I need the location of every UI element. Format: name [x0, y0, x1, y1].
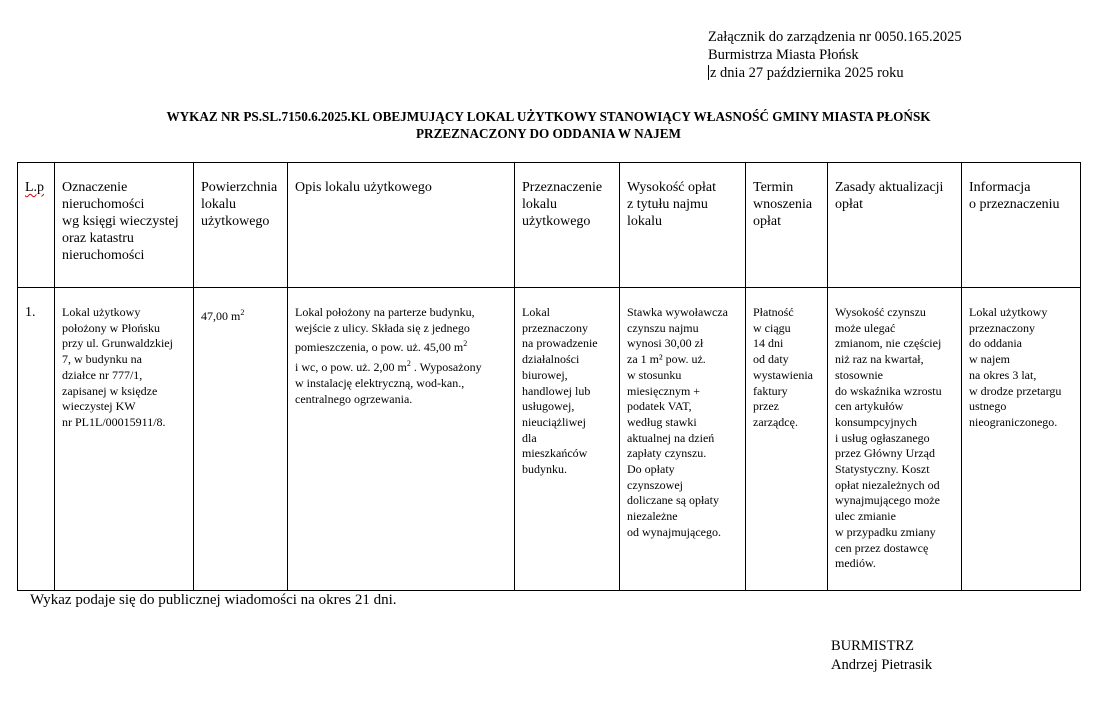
header-area: Powierzchnia lokalu użytkowego: [194, 163, 288, 288]
signature-block: [831, 637, 932, 674]
header-fees: Wysokość opłat z tytułu najmu lokalu: [620, 163, 746, 288]
annex-line-1: Załącznik do zarządzenia nr 0050.165.2025: [708, 29, 962, 45]
header-update-rules: Zasady aktualizacji opłat: [828, 163, 962, 288]
cell-lp: 1.: [18, 288, 55, 591]
cell-info: Lokal użytkowy przeznaczony do oddania w najem na okres 3 lat, w drodze przetargu ustnego nieograniczonego.: [962, 288, 1081, 591]
header-purpose: Przeznaczenie lokalu użytkowego: [515, 163, 620, 288]
title-line-2: PRZEZNACZONY DO ODDANIA W NAJEM: [416, 126, 681, 141]
footer-note: Wykaz podaje się do publicznej wiadomości na okres 21 dni.: [30, 592, 397, 608]
cell-area: 47,00 $m^2$: [194, 288, 288, 591]
header-description: Opis lokalu użytkowego: [288, 163, 515, 288]
table-header-row: [18, 163, 1081, 288]
header-designation: Oznaczenie nieruchomości wg księgi wieczystej oraz katastru nieruchomości: [55, 163, 194, 288]
cell-purpose: Lokal przeznaczony na prowadzenie działalności biurowej, handlowej lub usługowej, nieuciążliwej dla mieszkańców budynku.: [515, 288, 620, 591]
register-table: [17, 162, 1081, 591]
cursor-bar: [708, 65, 709, 80]
header-lp: L.p: [18, 163, 55, 288]
cell-update-rules: Wysokość czynszu może ulegać zmianom, nie częściej niż raz na kwartał, stosownie do wskaźnika wzrostu cen artykułów konsumpcyjnych i usług ogłaszanego przez Główny Urząd Statystyczny. Koszt opłat niezależnych od wynajmującego może ulec zmianie w przypadku zmiany cen przez dostawcę mediów.: [828, 288, 962, 591]
header-term: Termin wnoszenia opłat: [746, 163, 828, 288]
header-info: Informacja o przeznaczeniu: [962, 163, 1081, 288]
cell-description: Lokal położony na parterze budynku, wejście z ulicy. Składa się z jednego pomieszczenia, o pow. uż. 45,00 $m^2$ i wc, o pow. uż. 2,00 $m^2$ . Wyposażony w instalację elektryczną, wod-kan., centralnego ogrzewania.: [288, 288, 515, 591]
annex-line-2: Burmistrza Miasta Płońsk: [708, 47, 859, 63]
signature-title: BURMISTRZ: [831, 638, 914, 654]
annex-header: [708, 28, 962, 82]
document-title: [0, 108, 1097, 142]
cell-designation: Lokal użytkowy położony w Płońsku przy ul. Grunwaldzkiej 7, w budynku na działce nr 777/1, zapisanej w księdze wieczystej KW nr PL1L/00015911/8.: [55, 288, 194, 591]
signature-name: Andrzej Pietrasik: [831, 656, 933, 673]
cell-term: Płatność w ciągu 14 dni od daty wystawienia faktury przez zarządcę.: [746, 288, 828, 591]
cell-fees: Stawka wywoławcza czynszu najmu wynosi 30,00 zł za 1 m² pow. uż. w stosunku miesięcznym + podatek VAT, według stawki aktualnej na dzień zapłaty czynszu. Do opłaty czynszowej doliczane są opłaty niezależne od wynajmującego.: [620, 288, 746, 591]
annex-line-3: z dnia 27 października 2025 roku: [710, 65, 904, 81]
title-line-1: WYKAZ NR PS.SL.7150.6.2025.KL OBEJMUJĄCY LOKAL UŻYTKOWY STANOWIĄCY WŁASNOŚĆ GMINY MIASTA PŁOŃSK: [166, 109, 931, 124]
table-row: [18, 288, 1081, 591]
